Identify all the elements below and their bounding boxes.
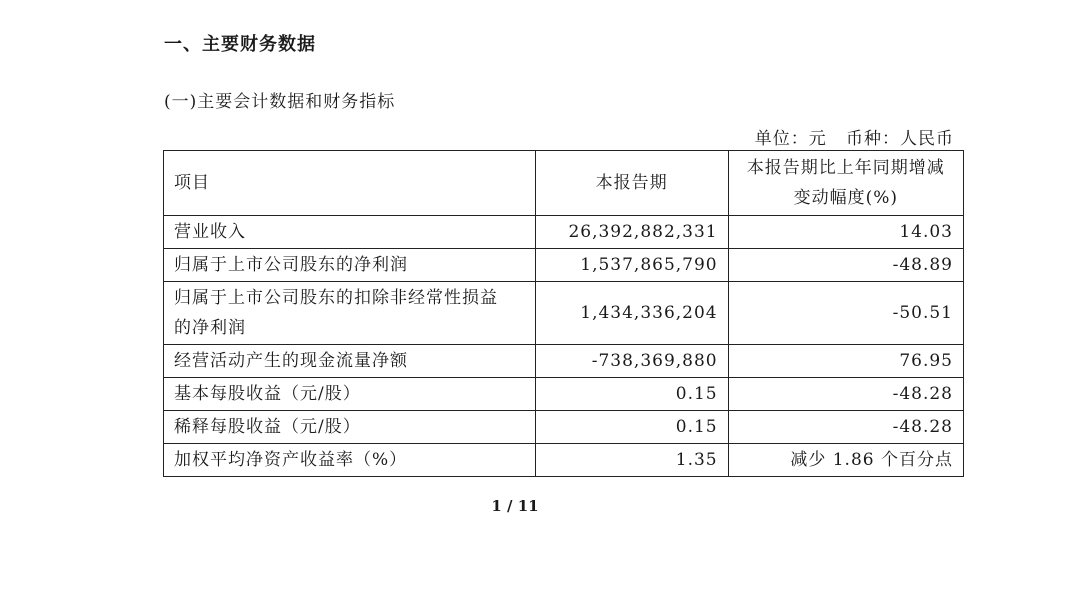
row-change: -48.89 — [728, 249, 963, 282]
row-change: 76.95 — [728, 345, 963, 378]
row-item — [164, 282, 536, 345]
page-number: 1 / 11 — [491, 497, 539, 515]
table-row — [164, 345, 964, 378]
row-current: 1,434,336,204 — [535, 282, 728, 345]
row-item-line1: 归属于上市公司股东的扣除非经常性损益 — [174, 288, 498, 308]
row-current: 1.35 — [535, 444, 728, 477]
row-item: 稀释每股收益（元/股） — [164, 411, 536, 444]
row-current: -738,369,880 — [535, 345, 728, 378]
section-title: 一、主要财务数据 — [164, 34, 316, 55]
table-row — [164, 444, 964, 477]
table-row — [164, 378, 964, 411]
row-change: -48.28 — [728, 378, 963, 411]
row-change: -48.28 — [728, 411, 963, 444]
row-item: 经营活动产生的现金流量净额 — [164, 345, 536, 378]
unit-currency-note: 单位：元 币种：人民币 — [754, 129, 954, 149]
row-current: 26,392,882,331 — [535, 216, 728, 249]
row-item: 加权平均净资产收益率（%） — [164, 444, 536, 477]
row-current: 0.15 — [535, 411, 728, 444]
row-current: 1,537,865,790 — [535, 249, 728, 282]
row-current: 0.15 — [535, 378, 728, 411]
header-item: 项目 — [164, 151, 536, 216]
row-item-line2: 的净利润 — [174, 318, 246, 338]
row-change: 14.03 — [728, 216, 963, 249]
header-current-period: 本报告期 — [535, 151, 728, 216]
row-change: 减少 1.86 个百分点 — [728, 444, 963, 477]
sub-title: (一)主要会计数据和财务指标 — [164, 92, 396, 112]
financial-data-table — [163, 150, 964, 477]
header-change-line2: 变动幅度(%) — [793, 188, 899, 208]
row-item: 基本每股收益（元/股） — [164, 378, 536, 411]
table-row — [164, 282, 964, 345]
row-item: 营业收入 — [164, 216, 536, 249]
header-change — [728, 151, 963, 216]
row-change: -50.51 — [728, 282, 963, 345]
row-item: 归属于上市公司股东的净利润 — [164, 249, 536, 282]
table-row — [164, 216, 964, 249]
table-row — [164, 249, 964, 282]
header-change-line1: 本报告期比上年同期增减 — [746, 158, 945, 178]
table-row — [164, 411, 964, 444]
table-header-row — [164, 151, 964, 216]
